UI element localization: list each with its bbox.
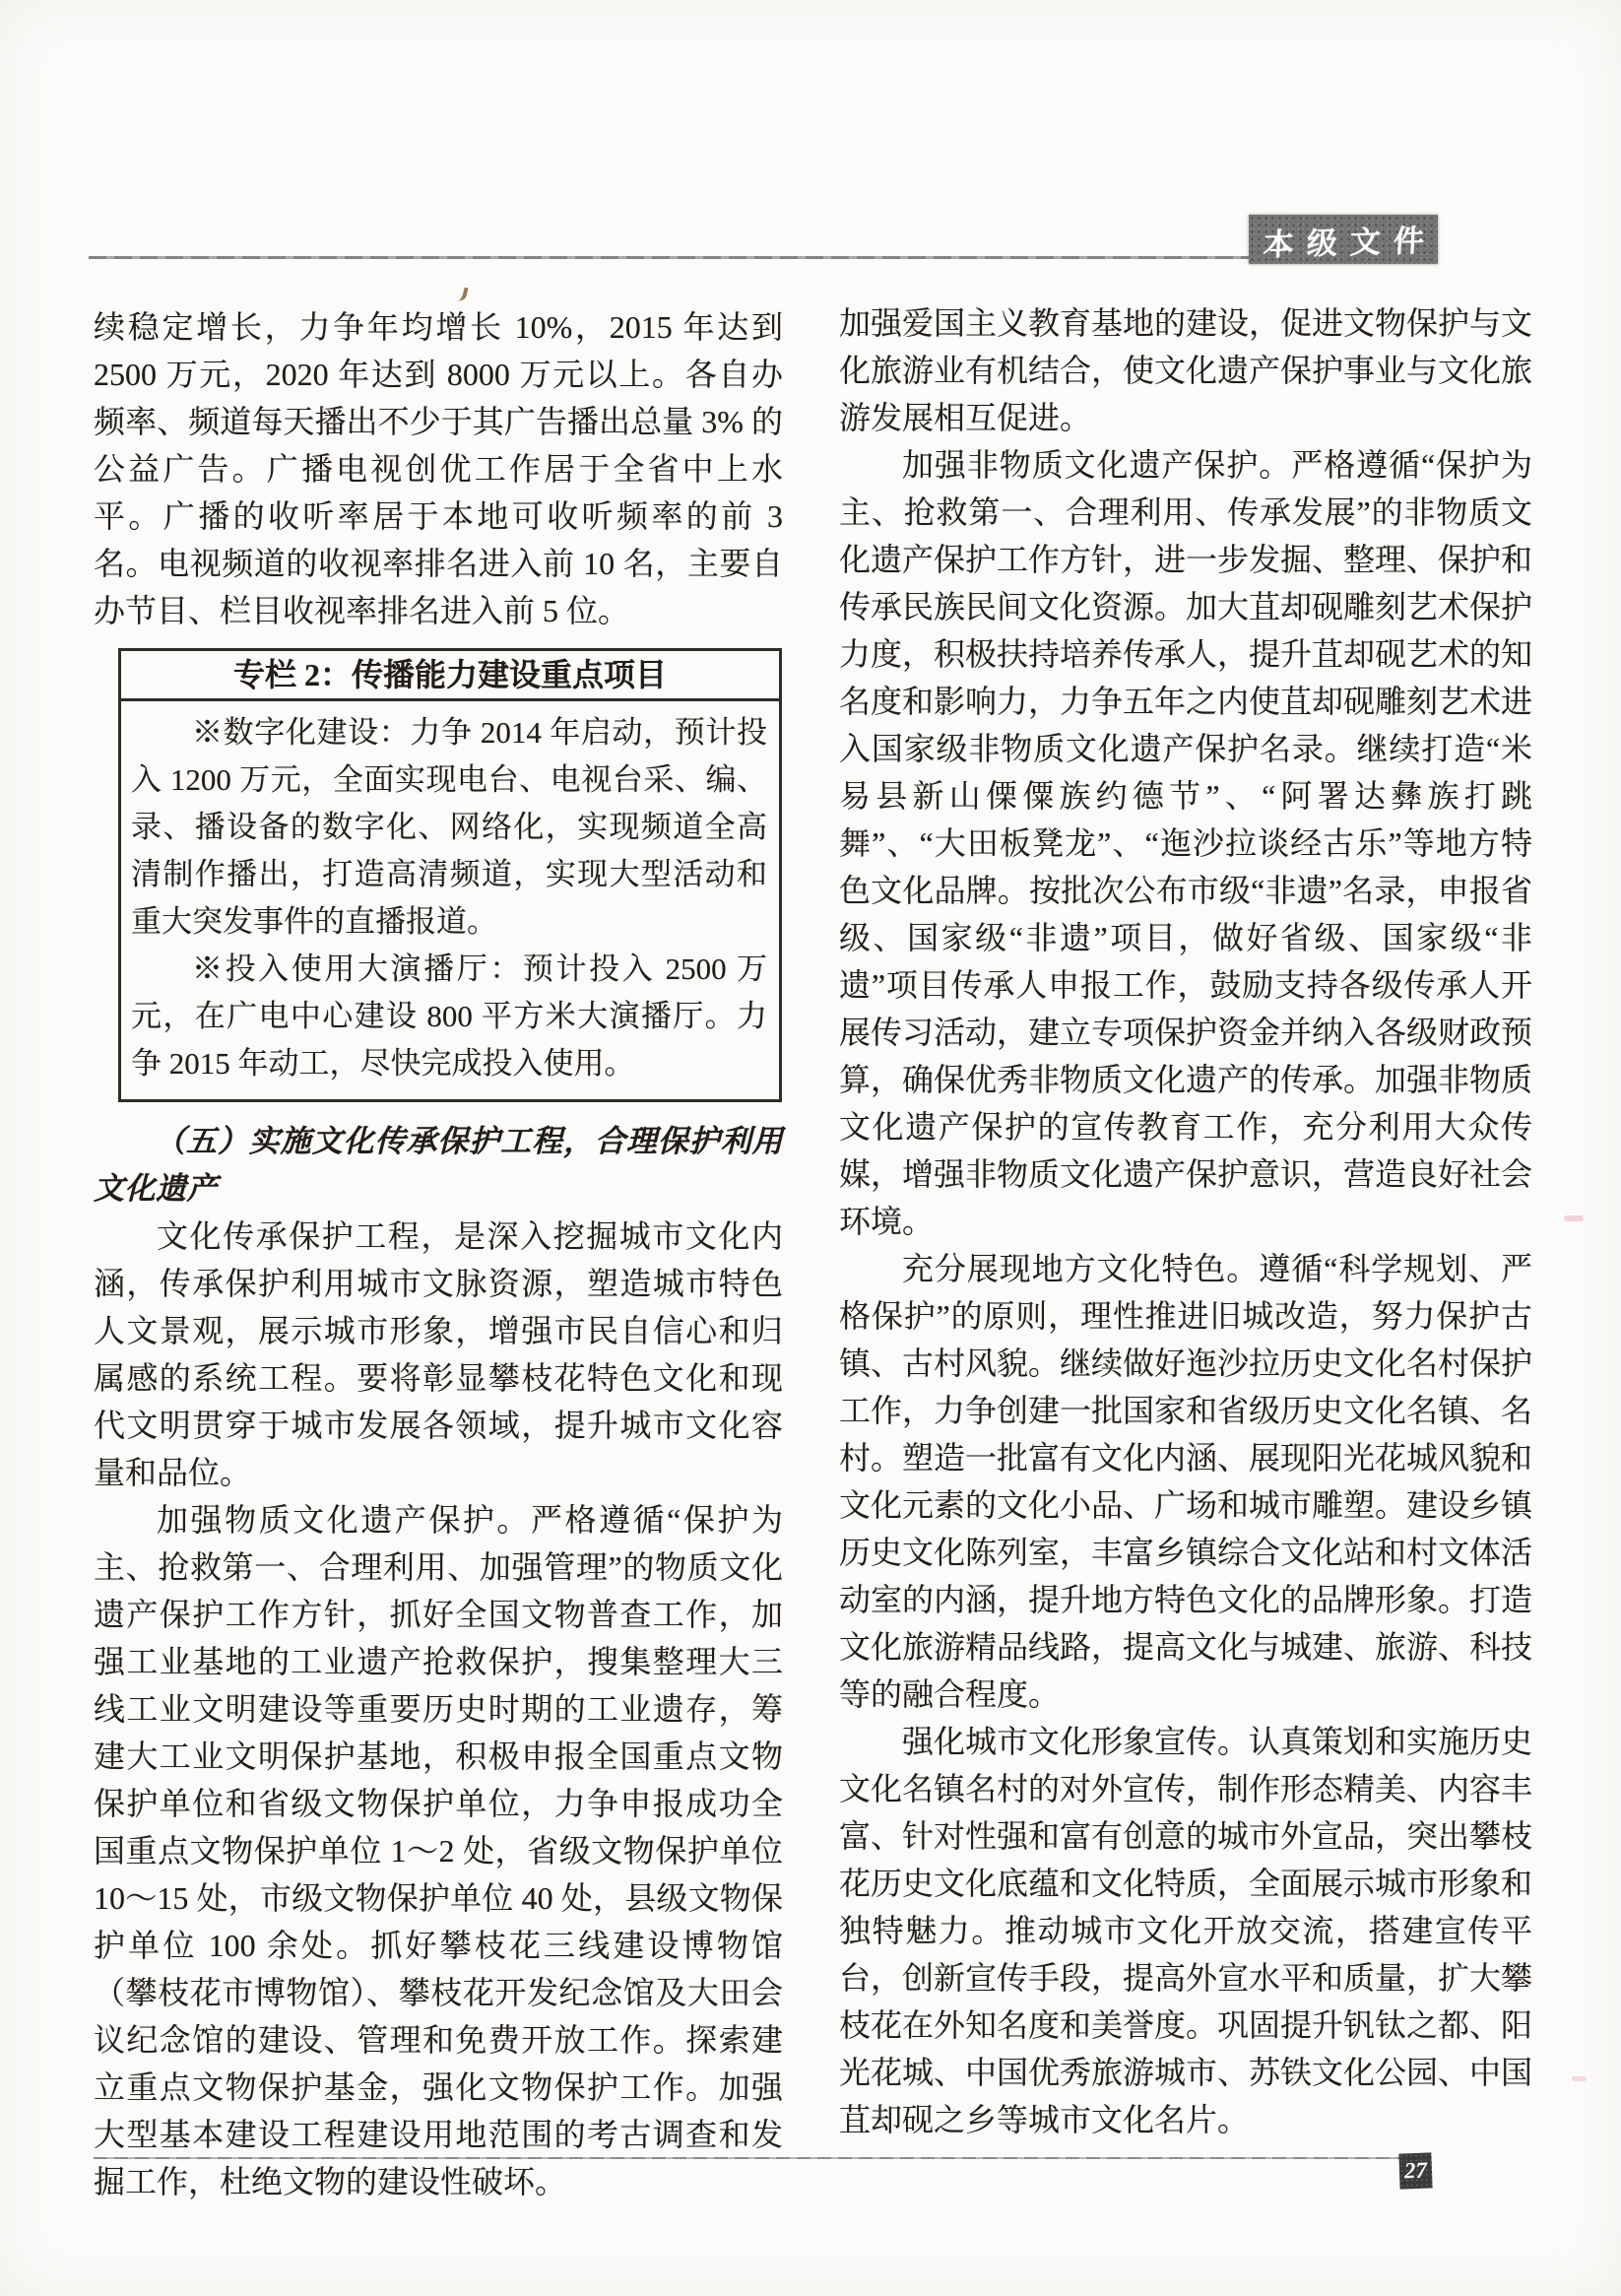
paragraph-continued: 加强爱国主义教育基地的建设，促进文物保护与文化旅游业有机结合，使文化遗产保护事业与文化旅游发展相互促进。 [839,305,1533,435]
callout-box-body [121,701,779,1099]
paragraph: 加强物质文化遗产保护。严格遵循“保护为主、抢救第一、合理利用、加强管理”的物质文化遗产保护工作方针，抓好全国文物普查工作，加强工业基地的工业遗产抢救保护，搜集整理大三线工业文明建设等重要历史时期的工业遗存，筹建大工业文明保护基地，积极申报全国重点文物保护单位和省级文物保护单位，力争申报成功全国重点文物保护单位 1～2 处，省级文物保护单位 10～15 处，市级文物保护单位 40 处，县级文物保护单位 100 余处。抓好攀枝花三线建设博物馆（攀枝花市博物馆）、攀枝花开发纪念馆及大田会议纪念馆的建设、管理和免费开放工作。探索建立重点文物保护基金，强化文物保护工作。加强大型基本建设工程建设用地范围的考古调查和发掘工作，杜绝文物的建设性破坏。 [94,1502,783,2199]
left-column [94,303,783,2205]
callout-item-studio: ※投入使用大演播厅：预计投入 2500 万元，在广电中心建设 800 平方米大演播厅。力争 2015 年动工，尽快完成投入使用。 [131,951,767,1081]
scan-speck-artifact [454,286,468,302]
callout-box-title: 专栏 2：传播能力建设重点项目 [121,651,779,701]
page-number-label: 27 [1403,2157,1428,2184]
header-badge [1249,215,1438,264]
paragraph: 加强非物质文化遗产保护。严格遵循“保护为主、抢救第一、合理利用、传承发展”的非物质文化遗产保护工作方针，进一步发掘、整理、保护和传承民族民间文化资源。加大苴却砚雕刻艺术保护力度，积极扶持培养传承人，提升苴却砚艺术的知名度和影响力，力争五年之内使苴却砚雕刻艺术进入国家级非物质文化遗产保护名录。继续打造“米易县新山傈僳族约德节”、“阿署达彝族打跳舞”、“大田板凳龙”、“迤沙拉谈经古乐”等地方特色文化品牌。按批次公布市级“非遗”名录，申报省级、国家级“非遗”项目，做好省级、国家级“非遗”项目传承人申报工作，鼓励支持各级传承人开展传习活动，建立专项保护资金并纳入各级财政预算，确保优秀非物质文化遗产的传承。加强非物质文化遗产保护的宣传教育工作，充分利用大众传媒，增强非物质文化遗产保护意识，营造良好社会环境。 [839,447,1533,1239]
header-badge-label: 本级文件 [1262,223,1438,262]
scan-pink-mark [1572,2076,1587,2081]
callout-box [118,648,782,1102]
callout-item-digitalization: ※数字化建设：力争 2014 年启动，预计投入 1200 万元，全面实现电台、电视台采、编、录、播设备的数字化、网络化，实现频道全高清制作播出，打造高清频道，实现大型活动和重大突发事件的直播报道。 [131,715,767,939]
paragraph: 强化城市文化形象宣传。认真策划和实施历史文化名镇名村的对外宣传，制作形态精美、内容丰富、针对性强和富有创意的城市外宣品，突出攀枝花历史文化底蕴和文化特质，全面展示城市形象和独特魅力。推动城市文化开放交流，搭建宣传平台，创新宣传手段，提高外宣水平和质量，扩大攀枝花在外知名度和美誉度。巩固提升钒钛之都、阳光花城、中国优秀旅游城市、苏铁文化公园、中国苴却砚之乡等城市文化名片。 [839,1724,1533,2137]
header-rule [89,256,1251,259]
paragraph: 充分展现地方文化特色。遵循“科学规划、严格保护”的原则，理性推进旧城改造，努力保护古镇、古村风貌。继续做好迤沙拉历史文化名村保护工作，力争创建一批国家和省级历史文化名镇、名村。塑造一批富有文化内涵、展现阳光花城风貌和文化元素的文化小品、广场和城市雕塑。建设乡镇历史文化陈列室，丰富乡镇综合文化站和村文体活动室的内涵，提升地方特色文化的品牌形象。打造文化旅游精品线路，提高文化与城建、旅游、科技等的融合程度。 [839,1251,1533,1712]
scan-pink-mark [1564,1215,1584,1221]
section-heading: （五）实施文化传承保护工程，合理保护利用文化遗产 [94,1124,783,1206]
paragraph: 文化传承保护工程，是深入挖掘城市文化内涵，传承保护利用城市文脉资源，塑造城市特色人文景观，展示城市形象，增强市民自信心和归属感的系统工程。要将彰显攀枝花特色文化和现代文明贯穿于城市发展各领域，提升城市文化容量和品位。 [94,1218,783,1490]
page-number-badge [1398,2152,1432,2189]
footer-rule [94,2157,1401,2159]
right-column [839,299,1532,2143]
paragraph-continued: 续稳定增长，力争年均增长 10%，2015 年达到 2500 万元，2020 年达到 8000 万元以上。各自办频率、频道每天播出不少于其广告播出总量 3% 的公益广告。广播电视创优工作居于全省中上水平。广播的收听率居于本地可收听频率的前 3 名。电视频道的收视率排名进入前 10 名，主要自办节目、栏目收视率排名进入前 5 位。 [94,309,783,628]
